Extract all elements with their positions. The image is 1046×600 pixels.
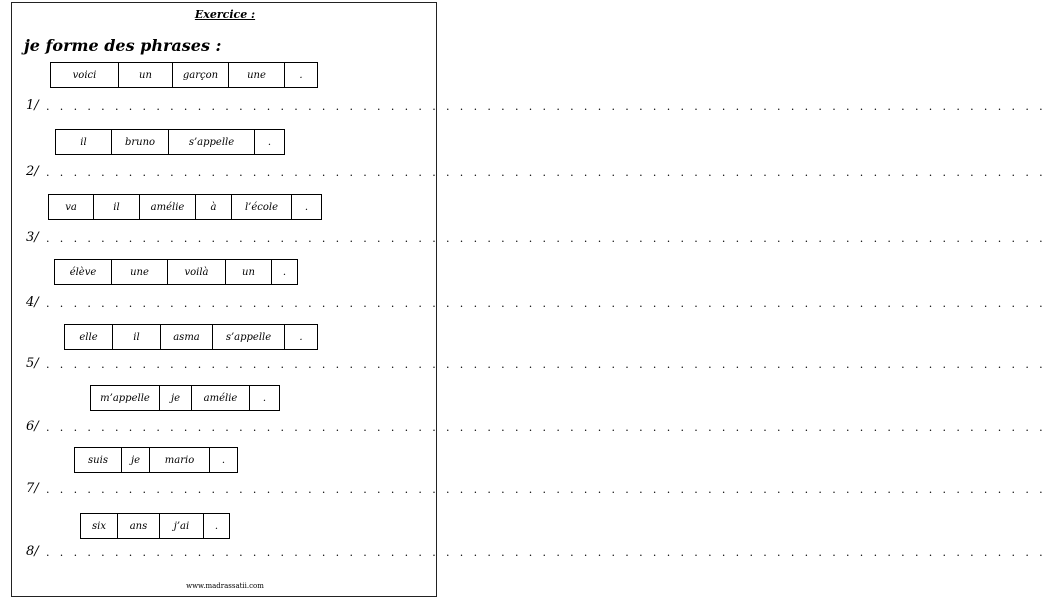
word-box: amélie (140, 194, 196, 220)
word-row-5 (64, 324, 318, 350)
word-box: un (226, 259, 272, 285)
word-row-8 (80, 513, 230, 539)
word-box: il (113, 324, 161, 350)
word-row-1 (50, 62, 318, 88)
answer-dots[interactable]: . . . . . . . . . . . . . . . . . . . . . . . . . . . . . . . . . . . . . . . . . . . . . . . . . . . . . . . . . . . . . . . . . . . . . . . . . (46, 166, 1046, 179)
word-box: suis (74, 447, 122, 473)
word-box: . (255, 129, 285, 155)
word-box: six (80, 513, 118, 539)
footer-url: www.madrassatii.com (186, 582, 264, 590)
word-box: élève (54, 259, 112, 285)
answer-line-3 (26, 230, 1046, 245)
word-box: elle (64, 324, 113, 350)
word-box: voilà (168, 259, 226, 285)
word-box: voici (50, 62, 119, 88)
word-box: m’appelle (90, 385, 160, 411)
word-row-3 (48, 194, 322, 220)
exercise-number: 4/ (26, 295, 39, 310)
word-box: . (210, 447, 238, 473)
word-box: l’école (232, 194, 292, 220)
word-row-6 (90, 385, 280, 411)
answer-dots[interactable]: . . . . . . . . . . . . . . . . . . . . . . . . . . . . . . . . . . . . . . . . . . . . . . . . . . . . . . . . . . . . . . . . . . . . . . . . . (46, 297, 1046, 310)
word-box: une (229, 62, 285, 88)
word-box: . (292, 194, 322, 220)
answer-dots[interactable]: . . . . . . . . . . . . . . . . . . . . . . . . . . . . . . . . . . . . . . . . . . . . . . . . . . . . . . . . . . . . . . . . . . . . . . . . . (46, 421, 1046, 434)
answer-dots[interactable]: . . . . . . . . . . . . . . . . . . . . . . . . . . . . . . . . . . . . . . . . . . . . . . . . . . . . . . . . . . . . . . . . . . . . . . . . . (46, 358, 1046, 371)
exercise-number: 8/ (26, 544, 39, 559)
word-box: . (204, 513, 230, 539)
word-box: j’ai (160, 513, 204, 539)
word-box: garçon (173, 62, 229, 88)
word-box: amélie (192, 385, 250, 411)
answer-line-4 (26, 295, 1046, 310)
answer-dots[interactable]: . . . . . . . . . . . . . . . . . . . . . . . . . . . . . . . . . . . . . . . . . . . . . . . . . . . . . . . . . . . . . . . . . . . . . . . . . (46, 232, 1046, 245)
answer-dots[interactable]: . . . . . . . . . . . . . . . . . . . . . . . . . . . . . . . . . . . . . . . . . . . . . . . . . . . . . . . . . . . . . . . . . . . . . . . . . (46, 100, 1046, 113)
exercise-number: 5/ (26, 356, 39, 371)
word-box: une (112, 259, 168, 285)
exercise-number: 1/ (26, 98, 39, 113)
word-box: . (272, 259, 298, 285)
answer-dots[interactable]: . . . . . . . . . . . . . . . . . . . . . . . . . . . . . . . . . . . . . . . . . . . . . . . . . . . . . . . . . . . . . . . . . . . . . . . . . (46, 483, 1046, 496)
answer-line-6 (26, 419, 1046, 434)
word-box: je (122, 447, 150, 473)
answer-line-8 (26, 544, 1046, 559)
word-box: bruno (112, 129, 169, 155)
word-row-7 (74, 447, 238, 473)
answer-line-1 (26, 98, 1046, 113)
word-box: à (196, 194, 232, 220)
exercise-number: 7/ (26, 481, 39, 496)
exercise-number: 6/ (26, 419, 39, 434)
word-box: . (250, 385, 280, 411)
answer-line-7 (26, 481, 1046, 496)
word-box: il (94, 194, 140, 220)
exercise-number: 3/ (26, 230, 39, 245)
word-box: va (48, 194, 94, 220)
instruction: je forme des phrases : (24, 36, 222, 55)
word-box: ans (118, 513, 160, 539)
answer-line-5 (26, 356, 1046, 371)
page-title: Exercice : (194, 8, 256, 21)
answer-dots[interactable]: . . . . . . . . . . . . . . . . . . . . . . . . . . . . . . . . . . . . . . . . . . . . . . . . . . . . . . . . . . . . . . . . . . . . . . . . . (46, 546, 1046, 559)
word-box: s’appelle (169, 129, 255, 155)
word-row-2 (55, 129, 285, 155)
exercise-number: 2/ (26, 164, 39, 179)
word-row-4 (54, 259, 298, 285)
word-box: je (160, 385, 192, 411)
word-box: asma (161, 324, 213, 350)
word-box: . (285, 62, 318, 88)
word-box: s’appelle (213, 324, 285, 350)
word-box: . (285, 324, 318, 350)
word-box: il (55, 129, 112, 155)
word-box: un (119, 62, 173, 88)
answer-line-2 (26, 164, 1046, 179)
word-box: mario (150, 447, 210, 473)
